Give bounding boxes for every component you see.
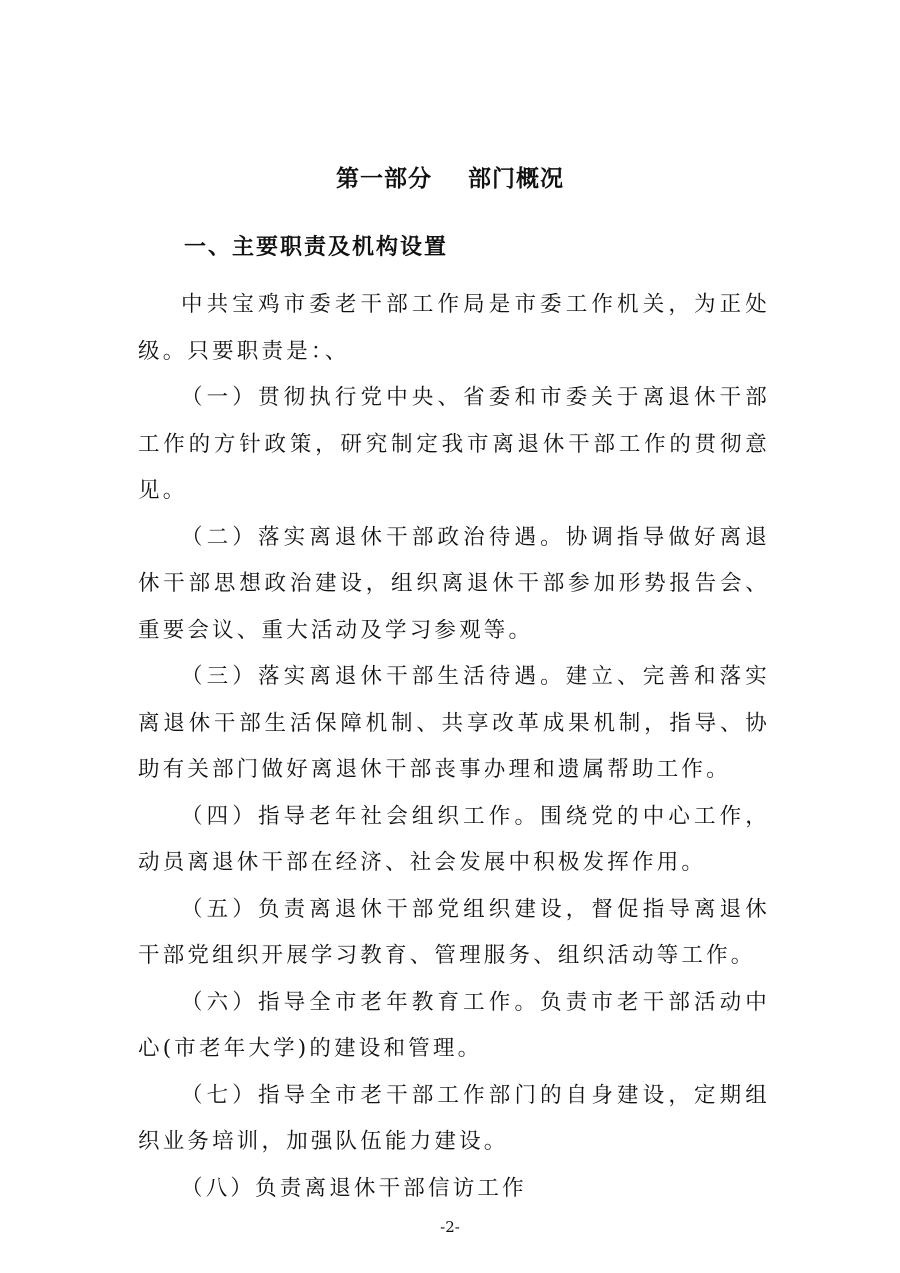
paragraph-duty-5: （五）负责离退休干部党组织建设，督促指导离退休干部党组织开展学习教育、管理服务、组织活动等工作。 xyxy=(138,896,770,968)
paragraph-duty-8: （八）负责离退休干部信访工作 xyxy=(181,1175,527,1201)
paragraph-intro: 中共宝鸡市委老干部工作局是市委工作机关，为正处级。只要职责是：、 xyxy=(138,292,770,364)
body-text xyxy=(138,282,770,1212)
paragraph-duty-6: （六）指导全市老年教育工作。负责市老干部活动中心(市老年大学)的建设和管理。 xyxy=(138,989,770,1061)
section-heading: 一、主要职责及机构设置 xyxy=(184,235,449,260)
paragraph-duty-1: （一）贯彻执行党中央、省委和市委关于离退休干部工作的方针政策，研究制定我市离退休干部工作的贯彻意见。 xyxy=(138,385,770,503)
paragraph-duty-2: （二）落实离退休干部政治待遇。协调指导做好离退休干部思想政治建设，组织离退休干部参加形势报告会、重要会议、重大活动及学习参观等。 xyxy=(138,524,770,643)
paragraph-duty-4: （四）指导老年社会组织工作。围绕党的中心工作，动员离退休干部在经济、社会发展中积极发挥作用。 xyxy=(138,803,770,875)
paragraph-duty-7: （七）指导全市老干部工作部门的自身建设，定期组织业务培训，加强队伍能力建设。 xyxy=(138,1082,770,1154)
part-title: 第一部分 部门概况 xyxy=(335,166,565,192)
page-number: -2- xyxy=(440,1218,460,1236)
paragraph-duty-3: （三）落实离退休干部生活待遇。建立、完善和落实离退休干部生活保障机制、共享改革成果机制，指导、协助有关部门做好离退休干部丧事办理和遗属帮助工作。 xyxy=(138,664,770,782)
